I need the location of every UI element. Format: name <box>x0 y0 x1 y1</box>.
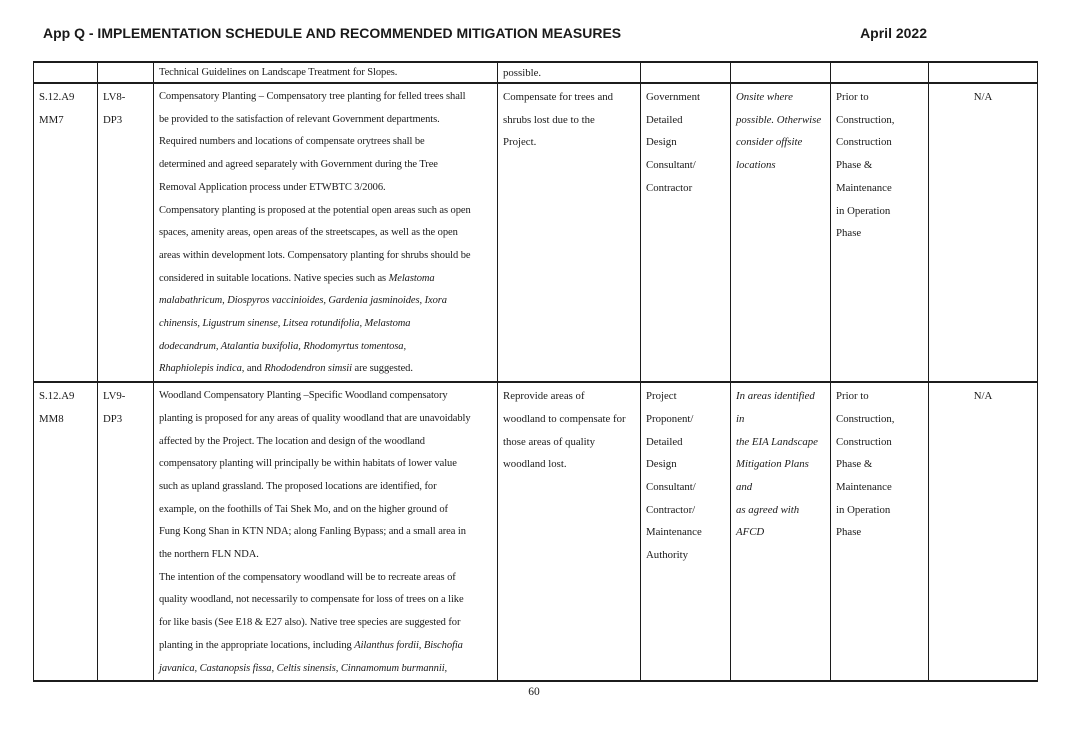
text-line: planting in the appropriate locations, including Ailanthus fordii, Bischofia <box>159 639 463 651</box>
text-line: Maintenance <box>836 181 892 194</box>
text-line: Maintenance <box>646 526 702 539</box>
text-line: considered in suitable locations. Native species such as Melastoma <box>159 272 435 284</box>
schedule-table-body <box>34 62 1038 681</box>
text-line: N/A <box>973 390 993 403</box>
text-line: planting is proposed for any areas of quality woodland that are unavoidably <box>159 412 471 424</box>
cell-objective <box>498 62 641 83</box>
text-line: LV8- <box>103 91 126 103</box>
text-line: areas within development lots. Compensatory planting for shrubs should be <box>159 249 471 261</box>
cell-measure <box>154 382 498 681</box>
text-line: Compensate for trees and <box>503 91 614 103</box>
text-line: malabathricum, Diospyros vaccinioides, Gardenia jasminoides, Ixora <box>159 295 447 307</box>
text-line: and <box>736 480 753 493</box>
text-line: Reprovide areas of <box>503 390 585 403</box>
text-line: Removal Application process under ETWBTC 3/2006. <box>159 181 386 193</box>
text-line: DP3 <box>103 113 123 126</box>
text-line: Onsite where <box>736 91 793 103</box>
cell-code <box>98 62 154 83</box>
cell-ref <box>34 83 98 382</box>
cell-status <box>929 62 1038 83</box>
page-number: 60 <box>528 686 540 698</box>
text-line: Mitigation Plans <box>736 458 809 471</box>
cell-location <box>731 83 831 382</box>
text-line: Construction <box>836 435 892 448</box>
text-line: Detailed <box>646 435 683 448</box>
cell-who <box>641 382 731 681</box>
cell-measure <box>154 62 498 83</box>
text-line: Construction, <box>836 412 895 425</box>
text-line: for like basis (See E18 & E27 also). Native tree species are suggested for <box>159 617 461 629</box>
text-line: Fung Kong Shan in KTN NDA; along Fanling Bypass; and a small area in <box>159 526 466 538</box>
text-line: The intention of the compensatory woodland will be to recreate areas of <box>159 571 456 583</box>
text-line: the EIA Landscape <box>736 435 818 448</box>
text-line: Project <box>646 390 677 403</box>
text-line: MM8 <box>39 412 64 425</box>
text-line: Government <box>646 91 700 103</box>
table-row <box>34 83 1038 382</box>
text-line: Project. <box>503 136 537 149</box>
cell-timing <box>831 382 929 681</box>
text-line: S.12.A9 <box>39 390 75 403</box>
text-line: in <box>736 412 745 425</box>
text-line: Woodland Compensatory Planting –Specific Woodland compensatory <box>159 390 448 402</box>
text-line: Design <box>646 458 677 471</box>
text-line: AFCD <box>736 526 765 539</box>
text-line: Maintenance <box>836 480 892 493</box>
text-line: such as upland grassland. The proposed locations are identified, for <box>159 480 437 492</box>
text-line: Authority <box>646 549 688 562</box>
text-line: be provided to the satisfaction of relevant Government departments. <box>159 113 440 125</box>
text-line: quality woodland, not necessarily to compensate for loss of trees on a like <box>159 594 464 606</box>
document-title: App Q - IMPLEMENTATION SCHEDULE AND RECOMMENDED MITIGATION MEASURES <box>43 25 622 41</box>
text-line: LV9- <box>103 390 126 403</box>
text-line: S.12.A9 <box>39 91 75 103</box>
cell-who <box>641 62 731 83</box>
text-line: Consultant/ <box>646 159 696 172</box>
cell-objective <box>498 382 641 681</box>
text-line: Rhaphiolepis indica, and Rhododendron simsii are suggested. <box>159 363 413 375</box>
text-line: in Operation <box>836 204 891 217</box>
table-row <box>34 382 1038 681</box>
text-line: Consultant/ <box>646 480 696 493</box>
text-line: those areas of quality <box>503 435 596 448</box>
text-line: Phase <box>836 526 862 539</box>
cell-status <box>929 382 1038 681</box>
cell-code <box>98 382 154 681</box>
text-line: Proponent/ <box>646 412 694 425</box>
text-line: possible. <box>503 67 542 79</box>
implementation-schedule-table <box>33 61 1038 682</box>
text-line: Phase & <box>836 159 873 172</box>
document-date: April 2022 <box>860 25 927 41</box>
text-line: the northern FLN NDA. <box>159 549 259 561</box>
text-line: Design <box>646 136 677 149</box>
text-line: Construction, <box>836 113 895 126</box>
text-line: possible. Otherwise <box>736 113 822 126</box>
cell-who <box>641 83 731 382</box>
text-line: in Operation <box>836 503 891 516</box>
text-line: Phase & <box>836 458 873 471</box>
cell-status <box>929 83 1038 382</box>
text-line: consider offsite <box>736 136 803 149</box>
text-line: Compensatory planting is proposed at the potential open areas such as open <box>159 204 471 216</box>
text-line: Prior to <box>836 390 869 403</box>
text-line: Phase <box>836 227 862 240</box>
text-line: Prior to <box>836 91 869 103</box>
text-line: Contractor/ <box>646 503 696 516</box>
text-line: Detailed <box>646 113 683 126</box>
text-line: Compensatory Planting – Compensatory tree planting for felled trees shall <box>159 91 466 102</box>
page-footer <box>0 686 1068 698</box>
text-line: woodland lost. <box>503 458 567 471</box>
text-line: spaces, amenity areas, open areas of the streetscapes, as well as the open <box>159 227 458 239</box>
cell-timing <box>831 83 929 382</box>
text-line: In areas identified <box>736 390 815 403</box>
text-line: Construction <box>836 136 892 149</box>
text-line: Technical Guidelines on Landscape Treatment for Slopes. <box>159 67 398 78</box>
text-line: woodland to compensate for <box>503 412 626 425</box>
cell-objective <box>498 83 641 382</box>
cell-ref <box>34 62 98 83</box>
text-line: MM7 <box>39 113 64 126</box>
text-line: chinensis, Ligustrum sinense, Litsea rotundifolia, Melastoma <box>159 318 411 330</box>
text-line: N/A <box>973 91 993 103</box>
text-line: Required numbers and locations of compensate orytrees shall be <box>159 136 425 148</box>
cell-measure <box>154 83 498 382</box>
text-line: compensatory planting will principally be within habitats of lower value <box>159 458 457 470</box>
text-line: as agreed with <box>736 503 800 516</box>
text-line: affected by the Project. The location and design of the woodland <box>159 435 425 447</box>
text-line: shrubs lost due to the <box>503 113 595 126</box>
text-line: DP3 <box>103 412 123 425</box>
cell-timing <box>831 62 929 83</box>
text-line: javanica, Castanopsis fissa, Celtis sinensis, Cinnamomum burmannii, <box>159 662 448 674</box>
text-line: determined and agreed separately with Government during the Tree <box>159 159 438 171</box>
text-line: dodecandrum, Atalantia buxifolia, Rhodomyrtus tomentosa, <box>159 340 407 352</box>
page-header <box>43 25 927 41</box>
text-line: Contractor <box>646 181 693 194</box>
cell-ref <box>34 382 98 681</box>
cell-location <box>731 62 831 83</box>
text-line: locations <box>736 159 776 172</box>
cell-code <box>98 83 154 382</box>
text-line: example, on the foothills of Tai Shek Mo, and on the higher ground of <box>159 503 448 515</box>
table-row <box>34 62 1038 83</box>
cell-location <box>731 382 831 681</box>
